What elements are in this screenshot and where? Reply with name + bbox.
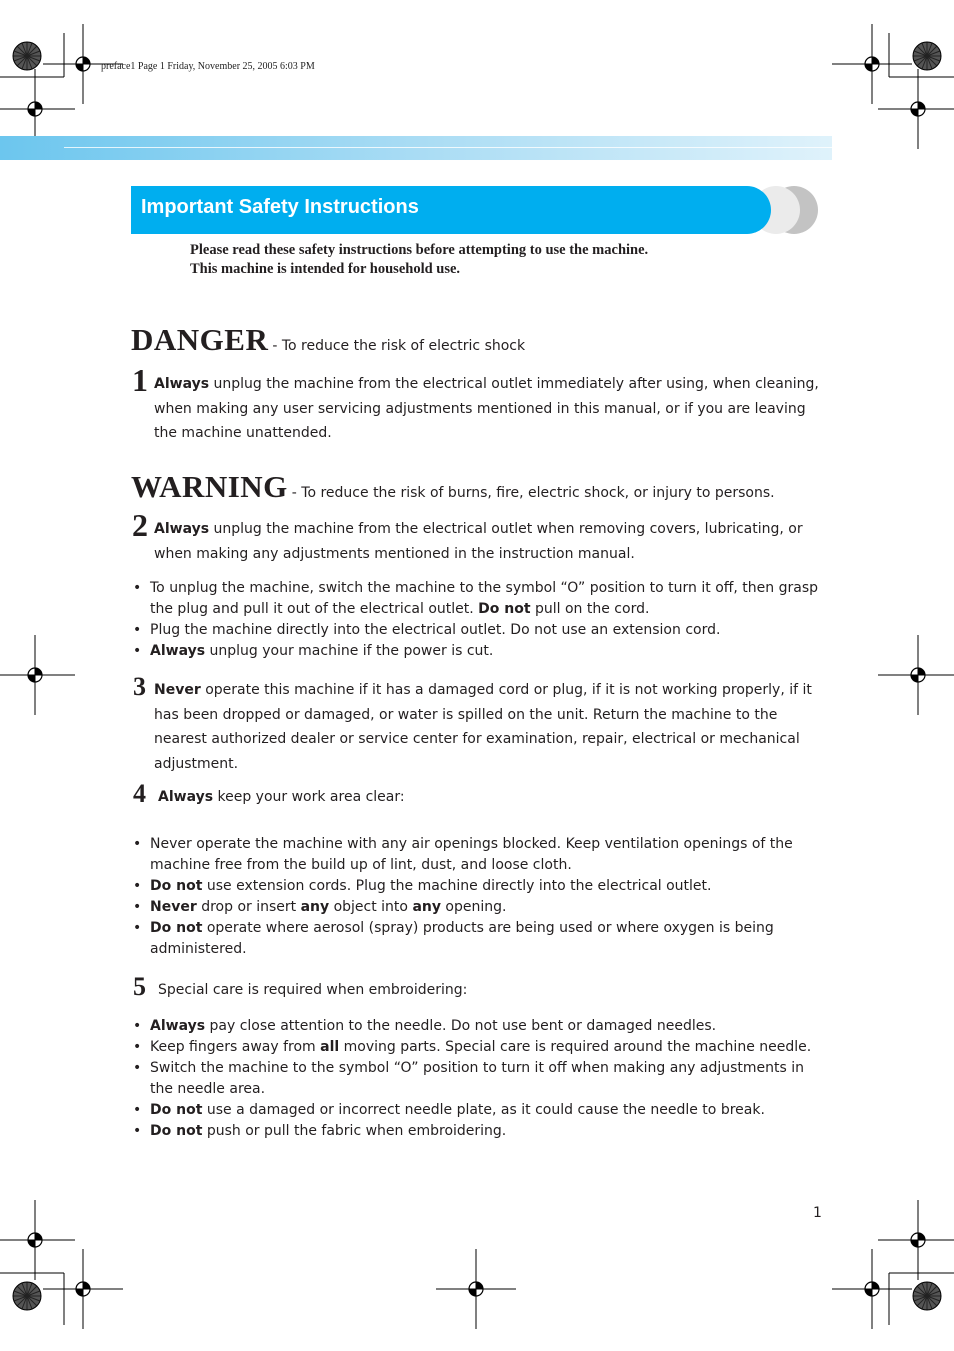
header-band <box>0 136 832 160</box>
list-item: • Do not use extension cords. Plug the machine directly into the electrical outlet. <box>133 876 823 897</box>
warning-item-5 <box>158 978 830 1003</box>
warning-item-4-text: keep your work area clear: <box>213 789 405 805</box>
bullet-glyph: • <box>133 836 142 852</box>
warning-heading <box>131 469 775 505</box>
intro-line-2: This machine is intended for household use. <box>190 261 461 277</box>
bullet-glyph: • <box>133 1123 142 1139</box>
bullet-glyph: • <box>133 920 142 936</box>
warning-subtitle: - To reduce the risk of burns, fire, electric shock, or injury to persons. <box>291 485 775 501</box>
list-item: • To unplug the machine, switch the machine to the symbol “O” position to turn it off, then grasp the plug and pull it out of the electrical outlet. Do not pull on the cord. <box>133 580 819 617</box>
list-item: • Never operate the machine with any air openings blocked. Keep ventilation openings of the machine free from the build up of lint, dust, and loose cloth. <box>133 836 793 873</box>
item-number-5: 5 <box>133 972 146 1001</box>
warning-item-4 <box>158 785 830 810</box>
warning-item-4-bullets <box>133 834 823 960</box>
warning-label: WARNING <box>131 469 288 504</box>
list-item: • Do not push or pull the fabric when embroidering. <box>133 1121 823 1142</box>
bullet-glyph: • <box>133 1102 142 1118</box>
bullet-glyph: • <box>133 1039 142 1055</box>
bullet-glyph: • <box>133 580 142 596</box>
danger-item-1 <box>154 372 826 446</box>
intro-text <box>190 241 648 279</box>
warning-item-2-bullets <box>133 578 823 662</box>
title-bar <box>131 186 771 234</box>
warning-item-3 <box>154 678 826 776</box>
item-number-3: 3 <box>133 672 146 701</box>
warning-item-4-lead: Always <box>158 789 214 805</box>
warning-item-3-text: operate this machine if it has a damaged cord or plug, if it is not working properly, if it has been dropped or damaged, or water is spilled on the unit. Return the machine to the nearest authorized dealer or service center for examination, repair, electrical or mechanical adjustment. <box>154 682 812 772</box>
item-number-2: 2 <box>132 507 148 543</box>
bullet-glyph: • <box>133 1060 142 1076</box>
list-item: • Never drop or insert any object into any opening. <box>133 897 823 918</box>
list-item: • Always unplug your machine if the power is cut. <box>133 641 823 662</box>
page-number: 1 <box>813 1205 822 1221</box>
list-item: • Do not use a damaged or incorrect needle plate, as it could cause the needle to break. <box>133 1100 823 1121</box>
list-item: • Switch the machine to the symbol “O” position to turn it off when making any adjustments in the needle area. <box>133 1060 805 1097</box>
item-number-4: 4 <box>133 779 146 808</box>
danger-heading <box>131 322 525 358</box>
warning-item-3-lead: Never <box>154 682 201 698</box>
intro-line-1: Please read these safety instructions before attempting to use the machine. <box>190 242 649 258</box>
bullet-glyph: • <box>133 1018 142 1034</box>
bullet-glyph: • <box>133 878 142 894</box>
item-number-1: 1 <box>132 362 148 398</box>
list-item: • Do not operate where aerosol (spray) products are being used or where oxygen is being administered. <box>133 920 774 957</box>
bullet-glyph: • <box>133 643 142 659</box>
danger-subtitle: - To reduce the risk of electric shock <box>272 338 526 354</box>
danger-item-1-lead: Always <box>154 376 210 392</box>
bullet-glyph: • <box>133 899 142 915</box>
bullet-glyph: • <box>133 622 142 638</box>
warning-item-2-text: unplug the machine from the electrical outlet when removing covers, lubricating, or when making any adjustments mentioned in the instruction manual. <box>154 521 803 562</box>
danger-item-1-text: unplug the machine from the electrical outlet immediately after using, when cleaning, when making any user servicing adjustments mentioned in this manual, or if you are leaving the machine unattended. <box>154 376 819 441</box>
print-slug: preface1 Page 1 Friday, November 25, 2005 6:03 PM <box>101 61 315 72</box>
warning-item-5-bullets <box>133 1016 823 1142</box>
list-item: • Keep fingers away from all moving parts. Special care is required around the machine needle. <box>133 1037 823 1058</box>
warning-item-2-lead: Always <box>154 521 210 537</box>
page-title: Important Safety Instructions <box>141 196 419 218</box>
warning-item-5-text: Special care is required when embroidering: <box>158 982 468 998</box>
warning-item-2 <box>154 517 826 566</box>
list-item: • Plug the machine directly into the electrical outlet. Do not use an extension cord. <box>133 620 823 641</box>
list-item: • Always pay close attention to the needle. Do not use bent or damaged needles. <box>133 1016 823 1037</box>
danger-label: DANGER <box>131 322 269 357</box>
